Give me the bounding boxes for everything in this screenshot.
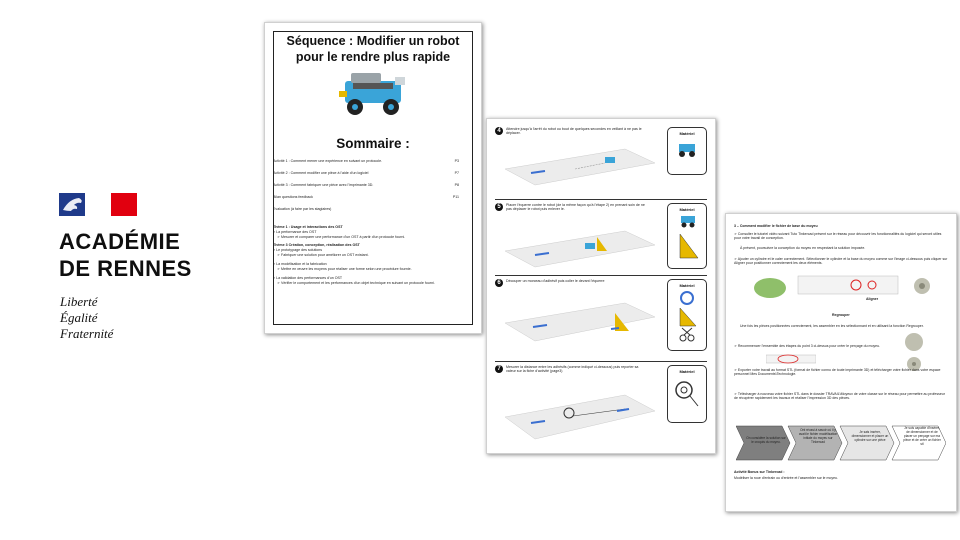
step-text: Mesurer la distance entre les adhésifs (comme indiqué ci-dessous) puis reporter sa valeur sur la fiche d'activité (page3) <box>506 365 639 374</box>
step-text: Attendre jusqu'à l'arrêt du robot ou bout de quelques secondes en veillant à ne pas le déplacer. <box>506 127 642 136</box>
step-number: 4 <box>495 127 503 135</box>
track-illustration <box>505 293 655 345</box>
aligner-label: Aligner <box>866 297 879 301</box>
summary-page: P7 <box>454 171 459 175</box>
step-text: Placer l'équerre contre le robot (de la même façon qu'à l'étape 2) en prenant soin de ne pas déplacer le robot puis enlever le. <box>506 203 645 212</box>
summary-page: P8 <box>454 183 459 187</box>
tinkercad-instructions-page <box>725 213 957 512</box>
materiel-label: Matériel <box>679 207 695 212</box>
tape-measure-icon <box>668 374 706 414</box>
theme-line: ➢ Vérifier le comportement et les performances d'un objet technique en suivant un protocole fourni. <box>277 281 435 285</box>
marianne-flag-logo <box>59 193 137 216</box>
paragraph: ➢ Ajouter un cylindre et le caler correctement. Sélectionner le cylindre et la base du moyeu comme sur l'image ci-dessous puis cliquer sur Aligner pour positionner correctement les deux éléments. <box>734 257 948 266</box>
theme-line: Thème 3 Création, conception, réalisation des OST <box>273 243 360 247</box>
step-separator <box>495 361 707 362</box>
summary-page: P11 <box>452 195 459 199</box>
academie-name-line1: ACADÉMIE <box>59 229 181 254</box>
tape-square-scissors-icon <box>668 288 706 346</box>
motto-egalite: Égalité <box>60 310 98 325</box>
materiel-label: Matériel <box>679 131 695 136</box>
sequence-title: Séquence : Modifier un robot pour le rendre plus rapide <box>286 34 460 64</box>
paragraph: ➢ Recommencer l'ensemble des étapes du point 3 ci-dessus pour créer le perçage du moyeu. <box>734 344 881 348</box>
marianne-profile-icon <box>59 193 85 216</box>
summary-item: Bilan questions feedback <box>273 195 313 199</box>
materiel-box <box>667 279 707 351</box>
aligner-screenshot <box>746 274 936 312</box>
bonus-text: Modéliser la roue d'entrain ou d'entrée et l'assembler sur le moyeu. <box>734 476 838 480</box>
motto-fraternite: Fraternité <box>60 326 114 341</box>
protocol-step <box>495 365 707 445</box>
summary-item: Evaluation (à faire par les stagiaires) <box>273 207 332 211</box>
protocol-steps-page <box>486 118 716 454</box>
step-number: 6 <box>495 279 503 287</box>
bonus-title: Activité Bonus sur Tinkercad : <box>734 470 785 474</box>
paragraph: ➢ Télécharger à nouveau votre fichier STL dans le dossier TRAVAIL\Moyeux de votre classe sur le réseau pour permettre au professeur de récupérer rapidement les travaux et réaliser l'impression 3D des pièces. <box>734 392 945 401</box>
section-heading: 3 – Comment modifier le fichier de base du moyeu <box>734 224 818 228</box>
academie-name-line2: DE RENNES <box>59 256 192 281</box>
paragraph: À présent, poursuivre la conception du moyeu en respectant la solution imposée. <box>740 246 866 250</box>
paragraph: Une fois les pièces positionnées correctement, les assembler en les sélectionnant et en utilisant la fonction Regrouper. <box>740 324 924 328</box>
materiel-box <box>667 365 707 423</box>
summary-item: Activité 3 : Comment fabriquer une pièce avec l'imprimante 3D. <box>273 183 374 187</box>
paragraph: ➢ Consulter le tutoriel vidéo suivant Tuto Tinkercad présent sur le réseau pour découvrir les fonctionnalités du logiciel qui seront utiles pour votre travail de conception. <box>734 232 942 241</box>
protocol-step <box>495 203 707 273</box>
track-illustration <box>505 141 655 189</box>
theme-line: ➢ Mettre en œuvre les moyens pour réaliser une forme selon une procédure fournie. <box>277 267 412 271</box>
paragraph: ➢ Exporter votre travail au format STL (format de fichier connu de toute imprimante 3D) et télécharger votre fichier dans votre espace personnel Mes Documents\Technologie. <box>734 368 941 377</box>
chevron-label: Je sais insérer, dimensionner et placer un cylindre sur une pièce <box>851 430 889 442</box>
theme-line: > La validation des performances d'un OST <box>273 276 343 280</box>
theme-line: > La performance des OST <box>273 230 317 234</box>
step-number: 5 <box>495 203 503 211</box>
theme-line: ➢ Fabriquer une solution pour améliorer un OST existant. <box>277 253 369 257</box>
step-separator <box>495 199 707 200</box>
step-text: Découper un morceau d'adhésif puis coller le devant l'équerre <box>506 279 605 283</box>
track-illustration <box>505 225 655 269</box>
sequence-cover-page <box>264 22 482 334</box>
theme-line: ➢ Mesurer et comparer une performance d'un OST à partir d'un protocole fourni. <box>277 235 406 239</box>
materiel-box <box>667 203 707 269</box>
chevron-label: On considère la solution sur le croquis du moyeu. <box>746 436 786 444</box>
materiel-label: Matériel <box>679 369 695 374</box>
summary-heading: Sommaire : <box>336 136 410 151</box>
theme-line: > La modélisation et la fabrication <box>273 262 327 266</box>
step-separator <box>495 275 707 276</box>
protocol-step <box>495 127 707 197</box>
robot-and-square-icon <box>668 212 706 262</box>
theme-line: > Le prototypage des solutions <box>273 248 323 252</box>
chevron-label: Je suis capable d'insérer, de dimensionner et de placer un perçage sur ma pièce et de créer un fichier stl <box>903 426 941 446</box>
track-illustration <box>505 383 655 443</box>
moyeu-3d-image <box>902 332 926 372</box>
regrouper-label: Regrouper <box>832 313 850 317</box>
summary-page: P3 <box>454 159 459 163</box>
summary-item: Activité 1 : Comment mener une expérience en suivant un protocole. <box>273 159 383 163</box>
export-button-image <box>766 354 816 364</box>
step-number: 7 <box>495 365 503 373</box>
materiel-label: Matériel <box>679 283 695 288</box>
motto-liberte: Liberté <box>60 294 98 309</box>
robot-mbot-image <box>335 69 413 117</box>
summary-item: Activité 2 : Comment modifier une pièce à l'aide d'un logiciel <box>273 171 369 175</box>
materiel-box <box>667 127 707 175</box>
robot-icon <box>668 136 706 166</box>
protocol-step <box>495 279 707 349</box>
theme-line: Thème 1 : Usage et interactions des OST <box>273 225 343 229</box>
chevron-label: Ont réussi à savoir où il y avait le fichier modélisation initiale du moyeu sur Tinkercad <box>798 428 838 444</box>
